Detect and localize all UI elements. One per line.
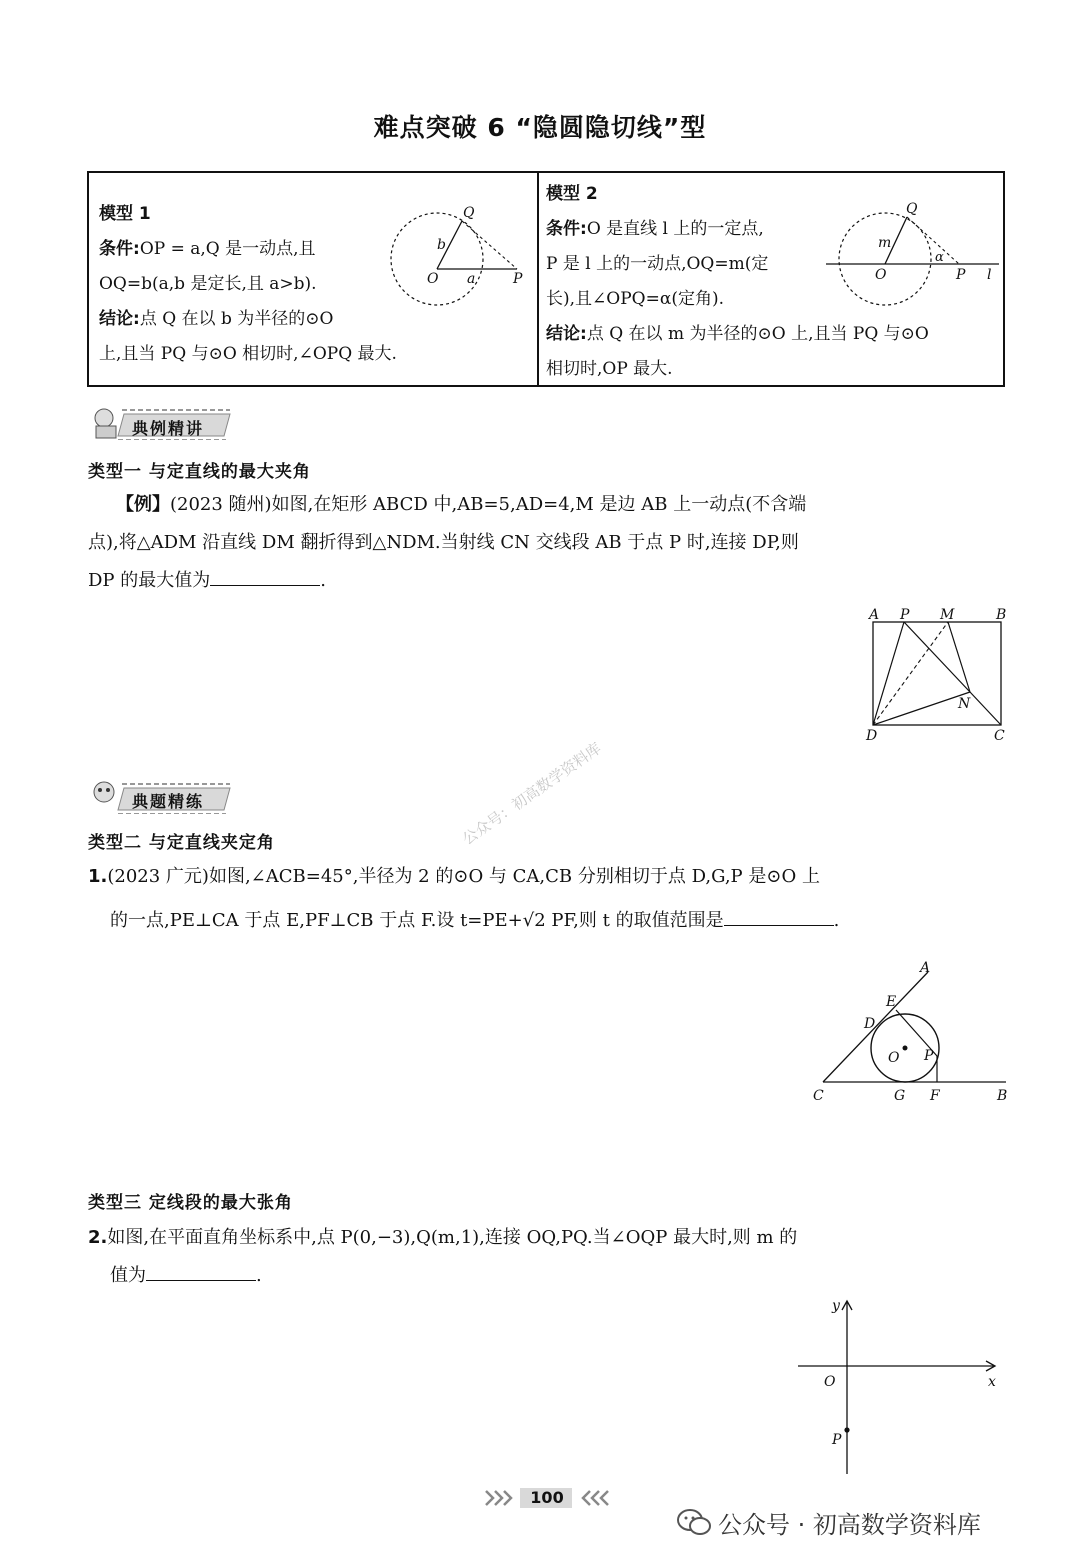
example-figure bbox=[860, 604, 1012, 744]
model1-label-a: a bbox=[467, 271, 476, 287]
q1-label-c: C bbox=[813, 1088, 824, 1104]
line-nc bbox=[970, 692, 1001, 725]
model1-concl-line2: 上,且当 PQ 与⊙O 相切时,∠OPQ 最大. bbox=[99, 344, 397, 364]
wechat-icon bbox=[676, 1506, 712, 1538]
model2-cond-line2: P 是 l 上的一动点,OQ=m(定 bbox=[546, 254, 769, 274]
q2-line2: 值为 bbox=[110, 1265, 146, 1286]
model1-figure bbox=[385, 203, 535, 313]
label-c: C bbox=[994, 728, 1005, 744]
q2-end: . bbox=[256, 1265, 262, 1286]
line-pn bbox=[904, 622, 970, 692]
q2-figure bbox=[790, 1294, 1005, 1480]
line-dp bbox=[873, 622, 904, 725]
model1-concl-line1: 点 Q 在以 b 为半径的⊙O bbox=[139, 309, 334, 329]
model1-heading: 模型 1 bbox=[99, 204, 151, 224]
q1-label-d: D bbox=[864, 1016, 876, 1032]
model-table bbox=[87, 171, 1005, 387]
q2-line1: 如图,在平面直角坐标系中,点 P(0,−3),Q(m,1),连接 OQ,PQ.当∠OQP 最大时,则 m 的 bbox=[107, 1227, 798, 1248]
model2-label-l: l bbox=[987, 267, 992, 283]
q2-label-o: O bbox=[824, 1374, 836, 1390]
q1-answer-blank[interactable] bbox=[724, 907, 834, 926]
example-line2: 点),将△ADM 沿直线 DM 翻折得到△NDM.当射线 CN 交线段 AB 于点 P 时,连接 DP,则 bbox=[88, 532, 799, 553]
q1-label-f: F bbox=[930, 1088, 940, 1104]
label-a: A bbox=[869, 607, 880, 623]
model2-label-o: O bbox=[875, 267, 887, 283]
q1-number: 1. bbox=[88, 866, 108, 887]
model1-qp bbox=[462, 221, 517, 269]
q2-label-x: x bbox=[988, 1374, 996, 1390]
footer-watermark: 公众号 · 初高数学资料库 bbox=[718, 1511, 981, 1539]
model1-cond-line2: OQ=b(a,b 是定长,且 a>b). bbox=[99, 274, 317, 294]
q2-answer-blank[interactable] bbox=[146, 1262, 256, 1281]
model2-concl-line1: 点 Q 在以 m 为半径的⊙O 上,且当 PQ 与⊙O bbox=[586, 324, 929, 344]
model2-label-p: P bbox=[956, 267, 966, 283]
label-n: N bbox=[958, 696, 971, 712]
model1-label-p: P bbox=[513, 271, 523, 287]
q1-block bbox=[88, 858, 1018, 940]
model2-heading: 模型 2 bbox=[546, 184, 598, 204]
model2-figure bbox=[821, 201, 1003, 313]
line-dm bbox=[873, 622, 948, 725]
model1-cond-line1: OP = a,Q 是一动点,且 bbox=[139, 239, 316, 259]
q1-label-e: E bbox=[886, 994, 897, 1010]
example-end: . bbox=[320, 570, 326, 591]
q1-label-a: A bbox=[920, 960, 931, 976]
center-o bbox=[903, 1046, 908, 1051]
label-b: B bbox=[996, 607, 1007, 623]
q1-figure bbox=[808, 956, 1016, 1108]
line-dn bbox=[873, 692, 970, 725]
model1-label-q: Q bbox=[463, 205, 475, 221]
model1-label-b: b bbox=[437, 237, 446, 253]
q1-line1: (2023 广元)如图,∠ACB=45°,半径为 2 的⊙O 与 CA,CB 分别相切于点 D,G,P 是⊙O 上 bbox=[107, 866, 820, 887]
diagonal-watermark: 公众号：初高数学资料库 bbox=[459, 738, 605, 849]
q1-end: . bbox=[833, 910, 840, 931]
section2-badge: 典题精练 bbox=[132, 792, 205, 811]
model2-cond-label: 条件: bbox=[546, 219, 587, 239]
page-title: 难点突破 6 “隐圆隐切线”型 bbox=[373, 113, 707, 142]
point-p bbox=[844, 1427, 849, 1432]
model1-cond-label: 条件: bbox=[99, 239, 140, 259]
label-d: D bbox=[866, 728, 878, 744]
example-answer-blank[interactable] bbox=[210, 567, 320, 586]
type1-heading: 类型一 与定直线的最大夹角 bbox=[88, 462, 311, 482]
section1-badge: 典例精讲 bbox=[132, 419, 205, 438]
model1-label-o: O bbox=[427, 271, 439, 287]
page-number: 100 bbox=[530, 1488, 564, 1507]
q1-label-p: P bbox=[924, 1048, 934, 1064]
label-m: M bbox=[940, 607, 955, 623]
example-block bbox=[88, 486, 1018, 600]
q2-number: 2. bbox=[88, 1227, 108, 1248]
q1-line2: 的一点,PE⊥CA 于点 E,PF⊥CB 于点 F.设 t=PE+√2 PF,则 t 的取值范围是 bbox=[110, 910, 724, 931]
model2-cond-line1: O 是直线 l 上的一定点, bbox=[586, 219, 764, 239]
example-line1: (2023 随州)如图,在矩形 ABCD 中,AB=5,AD=4,M 是边 AB 上一动点(不含端 bbox=[170, 494, 807, 515]
model2-label-alpha: α bbox=[935, 250, 944, 265]
example-tag: 【例】 bbox=[116, 494, 170, 515]
line-mn bbox=[948, 622, 970, 692]
model2-cond-line3: 长),且∠OPQ=α(定角). bbox=[546, 289, 724, 309]
example-line3: DP 的最大值为 bbox=[88, 570, 211, 591]
model2-label-q: Q bbox=[906, 201, 918, 217]
q2-label-y: y bbox=[832, 1298, 840, 1314]
model1-concl-label: 结论: bbox=[99, 309, 140, 329]
type3-heading: 类型三 定线段的最大张角 bbox=[88, 1193, 293, 1213]
model1-circle bbox=[391, 213, 483, 305]
q1-label-o: O bbox=[888, 1050, 900, 1066]
model2-label-m: m bbox=[878, 235, 892, 251]
q1-label-b: B bbox=[997, 1088, 1008, 1104]
model2-concl-label: 结论: bbox=[546, 324, 587, 344]
label-p: P bbox=[900, 607, 910, 623]
q2-block bbox=[88, 1219, 1018, 1295]
model2-concl-line2: 相切时,OP 最大. bbox=[546, 359, 673, 379]
q2-label-p: P bbox=[832, 1432, 842, 1448]
q1-label-g: G bbox=[894, 1088, 906, 1104]
type2-heading: 类型二 与定直线夹定角 bbox=[88, 833, 275, 853]
